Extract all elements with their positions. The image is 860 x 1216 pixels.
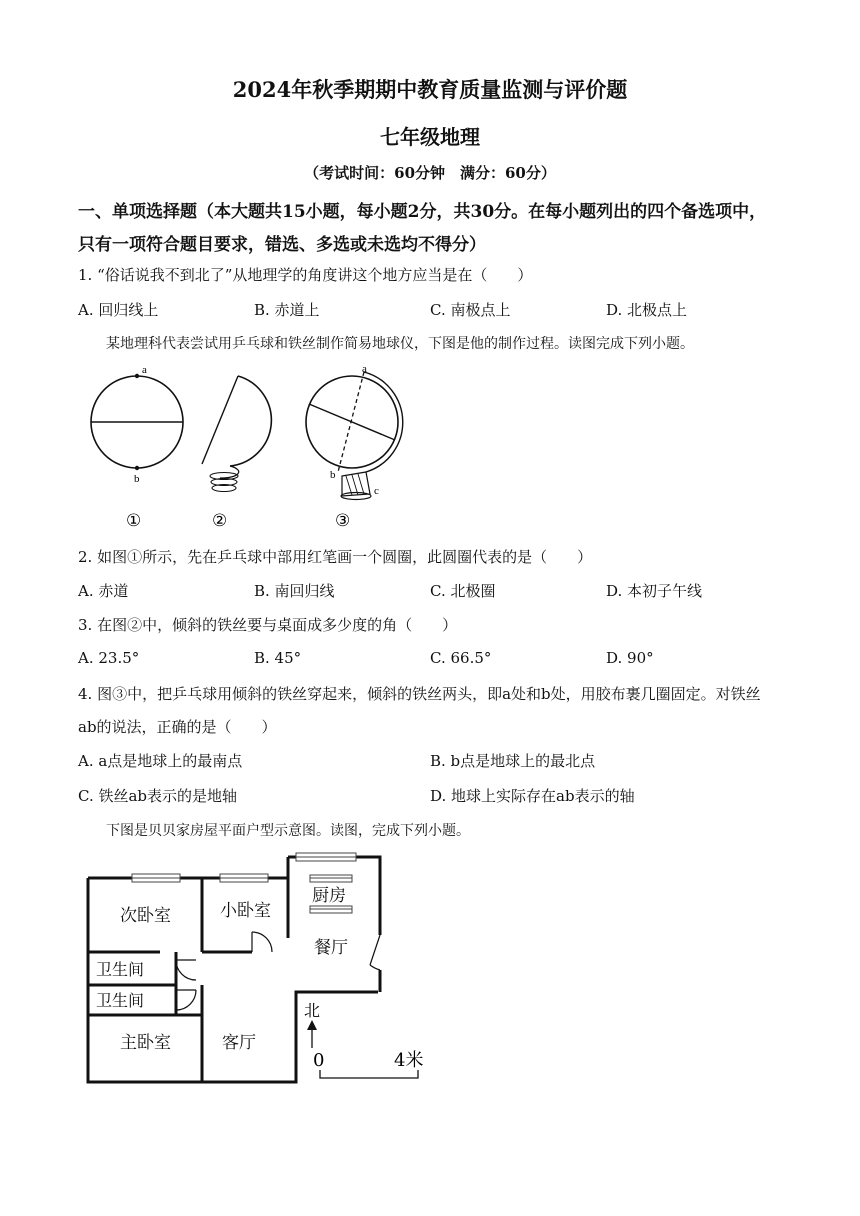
room-small-bedroom: 小卧室 [220, 901, 271, 921]
room-living-room: 客厅 [222, 1033, 256, 1053]
q1-option-a: A. 回归线上 [78, 301, 159, 319]
room-bathroom-1: 卫生间 [96, 960, 145, 979]
fig-label-1: ① [126, 511, 142, 531]
section-heading-line1: 一、单项选择题（本大题共15小题，每小题2分，共30分。在每小题列出的四个备选项中， [78, 202, 767, 222]
fig-label-2: ② [212, 511, 228, 531]
fig3-label-c: c [374, 485, 379, 497]
intro-floorplan: 下图是贝贝家房屋平面户型示意图。读图，完成下列小题。 [106, 823, 470, 839]
fig3-label-a: a [362, 363, 367, 375]
room-kitchen: 厨房 [312, 886, 346, 906]
section-heading-line2: 只有一项符合题目要求，错选、多选或未选均不得分） [78, 235, 486, 255]
question-3-stem: 3. 在图②中，倾斜的铁丝要与桌面成多少度的角（ ） [78, 616, 458, 634]
fig-label-3: ③ [335, 511, 351, 531]
q1-option-b: B. 赤道上 [254, 301, 320, 319]
fig3-label-b: b [330, 469, 336, 481]
q3-option-d: D. 90° [606, 649, 654, 667]
q2-option-c: C. 北极圈 [430, 582, 496, 600]
fig1-label-a: a [142, 364, 147, 376]
q4-option-a: A. a点是地球上的最南点 [78, 752, 243, 770]
scale-start: 0 [313, 1050, 325, 1071]
q3-option-b: B. 45° [254, 649, 302, 667]
q1-option-c: C. 南极点上 [430, 301, 511, 319]
room-master-bedroom: 主卧室 [120, 1033, 171, 1053]
page-subtitle: 七年级地理 [380, 125, 480, 149]
q1-option-d: D. 北极点上 [606, 301, 688, 319]
room-second-bedroom: 次卧室 [120, 906, 171, 926]
page-title: 2024年秋季期期中教育质量监测与评价题 [232, 77, 628, 102]
question-4-stem-line2: ab的说法，正确的是（ ） [78, 718, 277, 736]
north-label: 北 [304, 1001, 321, 1020]
q3-option-a: A. 23.5° [78, 649, 140, 667]
q2-option-d: D. 本初子午线 [606, 582, 703, 600]
question-1-stem: 1. “俗话说我不到北了”从地理学的角度讲这个地方应当是在（ ） [78, 266, 533, 284]
room-bathroom-2: 卫生间 [96, 991, 145, 1010]
north-arrow-icon [307, 1020, 317, 1048]
q4-option-c: C. 铁丝ab表示的是地轴 [78, 787, 238, 805]
room-dining: 餐厅 [314, 938, 348, 958]
q4-option-b: B. b点是地球上的最北点 [430, 752, 596, 770]
question-2-stem: 2. 如图①所示，先在乒乓球中部用红笔画一个圆圈，此圆圈代表的是（ ） [78, 548, 593, 566]
intro-globe: 某地理科代表尝试用乒乓球和铁丝制作简易地球仪，下图是他的制作过程。读图完成下列小题。 [106, 336, 694, 352]
q4-option-d: D. 地球上实际存在ab表示的轴 [430, 787, 635, 805]
exam-info: （考试时间：60分钟 满分：60分） [304, 164, 556, 182]
doors [176, 932, 380, 1010]
question-4-stem-line1: 4. 图③中，把乒乓球用倾斜的铁丝穿起来，倾斜的铁丝两头，即a处和b处，用胶布裹几圈固定。对铁丝 [78, 685, 761, 703]
q2-option-a: A. 赤道 [78, 582, 129, 600]
fig1-label-b: b [134, 473, 140, 485]
scale-end: 4米 [394, 1050, 424, 1071]
q2-option-b: B. 南回归线 [254, 582, 335, 600]
scale-bar [320, 1070, 418, 1078]
q3-option-c: C. 66.5° [430, 649, 492, 667]
